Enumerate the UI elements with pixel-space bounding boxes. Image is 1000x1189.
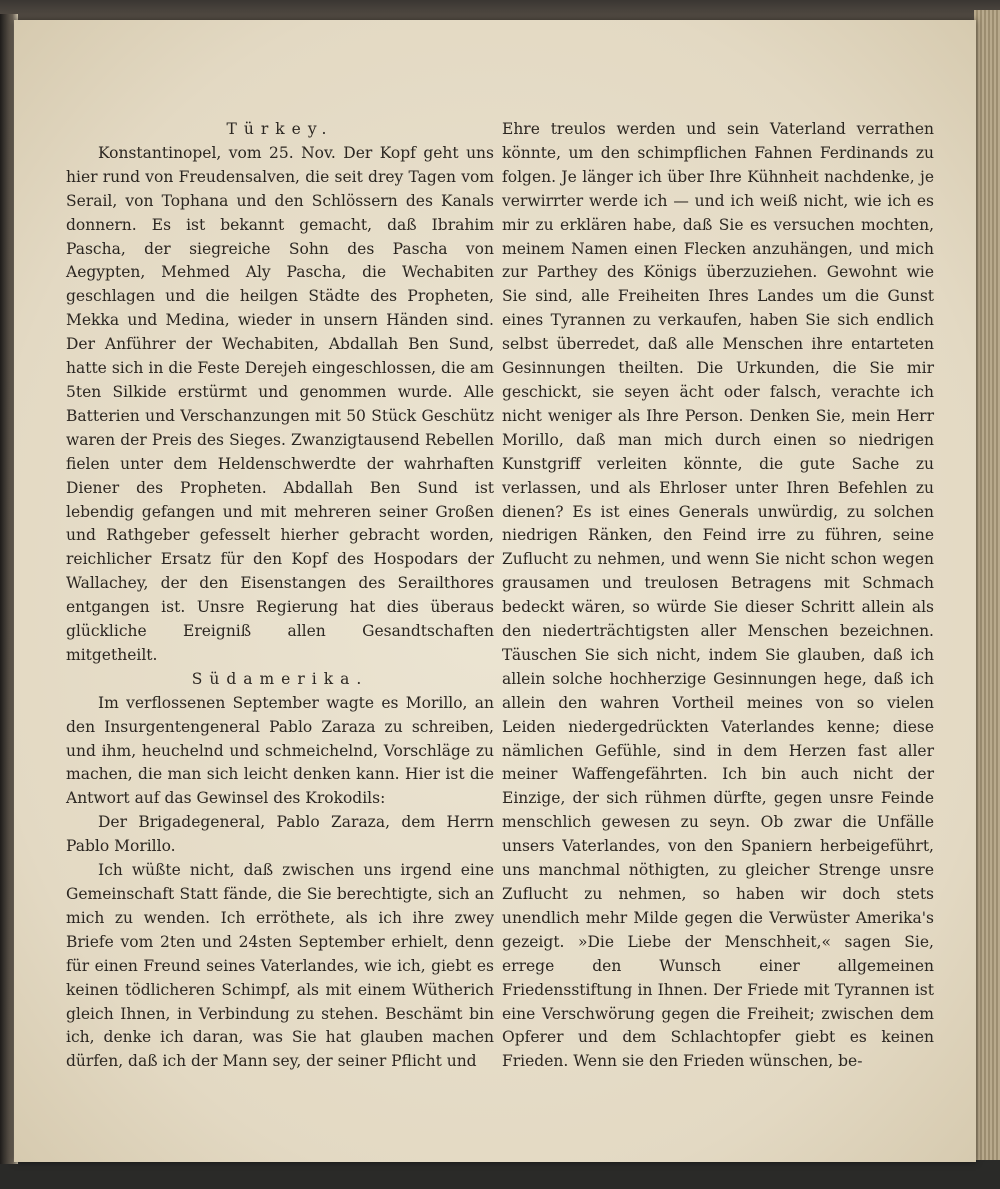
letter-body-continued: Ehre treulos werden und sein Vaterland verrathen könnte, um den schimpflichen Fahnen Ferdinands zu folgen. Je länger ich über Ihre Kühnheit nachdenke, je verwirrter werde ich — und ich weiß nicht, wie ich es mir zu erklären habe, daß Sie es versuchen mochten, meinem Namen einen Flecken anzuhängen, und mich zur Parthey des Königs überzuziehen. Gewohnt wie Sie sind, alle Freiheiten Ihres Landes um die Gunst eines Tyrannen zu verkaufen, haben Sie sich endlich selbst überredet, daß alle Menschen ihre entarteten Gesinnungen theilten. Die Urkunden, die Sie mir geschickt, sie seyen ächt oder falsch, verachte ich nicht weniger als Ihre Person. Denken Sie, mein Herr Morillo, daß man mich durch einen so niedrigen Kunstgriff verleiten könnte, die gute Sache zu verlassen, und als Ehrloser unter Ihren Befehlen zu dienen? Es ist eines Generals unwürdig, zu solchen niedrigen Ränken, den Feind irre zu führen, seine Zuflucht zu nehmen, und wenn Sie nicht schon wegen grausamen und treulosen Betragens mit Schmach bedeckt wären, so würde Sie dieser Schritt allein als den niederträchtigsten aller Menschen bezeichnen. Täuschen Sie sich nicht, indem Sie glauben, daß ich allein solche hochherzige Gesinnungen hege, daß ich allein den wahren Vortheil meines von so vielen Leiden niedergedrückten Vaterlandes kenne; diese nämlichen Gefühle, sind in dem Herzen fast aller meiner Waffengefährten. Ich bin auch nicht der Einzige, der sich rühmen dürfte, gegen unsre Feinde menschlich gewesen zu seyn. Ob zwar die Unfälle unsers Vaterlandes, von den Spaniern herbeigeführt, uns manchmal nöthigten, zu gleicher Strenge unsre Zuflucht zu nehmen, so haben wir doch stets unendlich mehr Milde gegen die Verwüster Amerika's gezeigt. »Die Liebe der Menschheit,« sagen Sie, errege den Wunsch einer allgemeinen Friedensstiftung in Ihnen. Der Friede mit Tyrannen ist eine Verschwörung gegen die Freiheit; zwischen dem Opferer und dem Schlachtopfer giebt es keinen Frieden. Wenn sie den Frieden wünschen, be-	[502, 120, 934, 1071]
letter-body-start: Ich wüßte nicht, daß zwischen uns irgend eine Gemeinschaft Statt fände, die Sie berechtigte, sich an mich zu wenden. Ich erröthete, als ich ihre zwey Briefe vom 2ten und 24sten September erhielt, denn für einen Freund seines Vaterlandes, wie ich, giebt es keinen tödlicheren Schimpf, als mit einem Wütherich gleich Ihnen, in Verbindung zu stehen. Beschämt bin ich, denke ich daran, was Sie hat glauben machen dürfen, daß ich der Mann sey, der seiner Pflicht und	[66, 861, 494, 1071]
section-heading-south-america: Südamerika.	[191, 669, 369, 688]
article-south-america-intro: Im verflossenen September wagte es Morillo, an den Insurgentengeneral Pablo Zaraza zu schreiben, und ihm, heuchelnd und schmeichelnd, Vorschläge zu machen, die man sich leicht denken kann. Hier ist die Antwort auf das Gewinsel des Krokodils:	[66, 693, 494, 808]
section-heading-turkey: Türkey.	[226, 120, 334, 138]
book-top-edge	[0, 0, 1000, 22]
article-constantinople: Konstantinopel, vom 25. Nov. Der Kopf geht uns hier rund von Freudensalven, die seit drey Tagen vom Serail, von Tophana und den Schlössern des Kanals donnern. Es ist bekannt gemacht, daß Ibrahim Pascha, der siegreiche Sohn des Pascha von Aegypten, Mehmed Aly Pascha, die Wechabiten geschlagen und die heilgen Städte des Propheten, Mekka und Medina, wieder in unsern Händen sind. Der Anführer der Wechabiten, Abdallah Ben Sund, hatte sich in die Feste Derejeh eingeschlossen, die am 5ten Silkide erstürmt und genommen wurde. Alle Batterien und Verschanzungen mit 50 Stück Geschütz waren der Preis des Sieges. Zwanzigtausend Rebellen fielen unter dem Heldenschwerdte der wahrhaften Diener des Propheten. Abdallah Ben Sund ist lebendig gefangen und mit mehreren seiner Großen und Rathgeber gefesselt hierher gebracht worden, reichlicher Ersatz für den Kopf des Hospodars der Wallachey, der den Eisenstangen des Serailthores entgangen ist. Unsre Regierung hat dies überaus glückliche Ereigniß allen Gesandtschaften mitgetheilt.	[66, 143, 494, 664]
left-column	[66, 118, 494, 1074]
letter-salutation: Der Brigadegeneral, Pablo Zaraza, dem Herrn Pablo Morillo.	[66, 813, 494, 856]
page-stack-edge	[974, 10, 1000, 1160]
book-page	[14, 20, 976, 1162]
right-column	[502, 118, 934, 1074]
